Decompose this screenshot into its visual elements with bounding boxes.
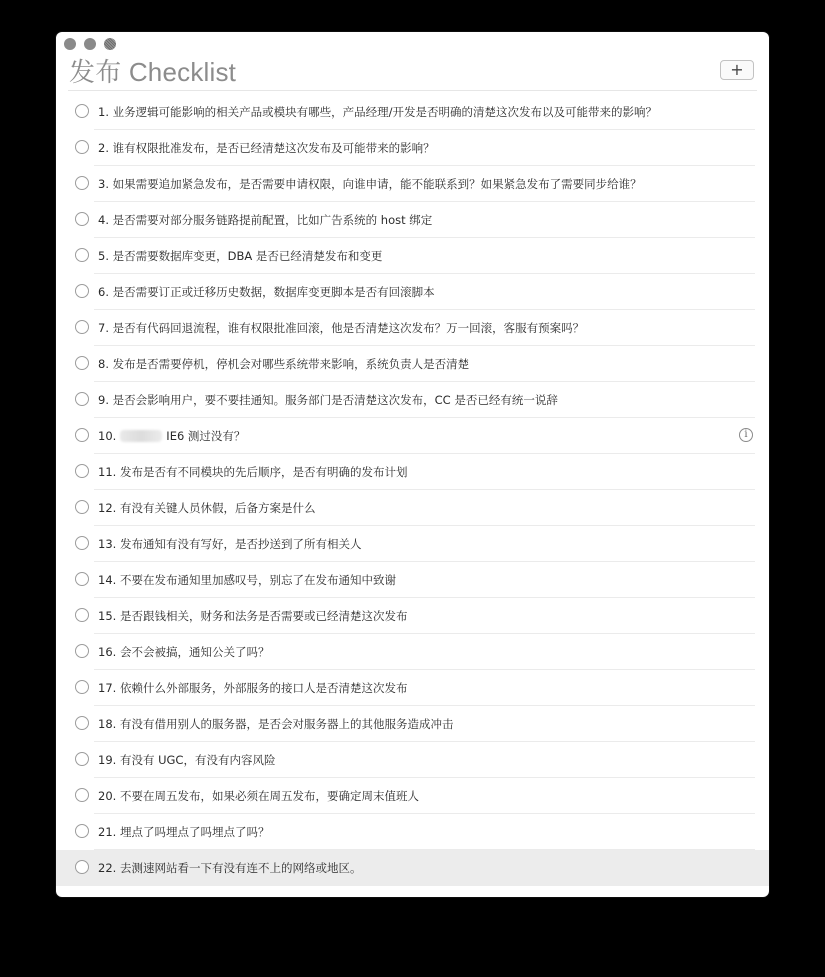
- circle-checkbox-icon[interactable]: [75, 500, 89, 514]
- circle-checkbox-icon[interactable]: [75, 752, 89, 766]
- checklist-item: [56, 346, 769, 382]
- checklist-item-text: 8. 发布是否需要停机，停机会对哪些系统带来影响，系统负责人是否清楚: [98, 357, 470, 371]
- checklist-item-text-rest: IE6 测过没有？: [166, 429, 246, 443]
- checklist-item: [56, 130, 769, 166]
- circle-checkbox-icon[interactable]: [75, 572, 89, 586]
- checklist-item: [56, 454, 769, 490]
- checklist: [56, 94, 769, 886]
- circle-checkbox-icon[interactable]: [75, 608, 89, 622]
- checklist-item-text: 15. 是否跟钱相关，财务和法务是否需要或已经清楚这次发布: [98, 609, 408, 623]
- checklist-item-text: [98, 428, 245, 444]
- circle-checkbox-icon[interactable]: [75, 860, 89, 874]
- window-title: 发布 Checklist: [69, 57, 237, 87]
- circle-checkbox-icon[interactable]: [75, 356, 89, 370]
- checklist-item-text: 22. 去测速网站看一下有没有连不上的网络或地区。: [98, 861, 362, 875]
- circle-checkbox-icon[interactable]: [75, 680, 89, 694]
- minimize-dot-icon[interactable]: [84, 38, 96, 50]
- checklist-item: [56, 238, 769, 274]
- checklist-item-text: 20. 不要在周五发布，如果必须在周五发布，要确定周末值班人: [98, 789, 419, 803]
- checklist-item-selected[interactable]: [56, 850, 769, 886]
- circle-checkbox-icon[interactable]: [75, 824, 89, 838]
- circle-checkbox-icon[interactable]: [75, 284, 89, 298]
- checklist-item-text: 7. 是否有代码回退流程，谁有权限批准回滚，他是否清楚这次发布？万一回滚，客服有预案吗？: [98, 321, 585, 335]
- checklist-item-text: 9. 是否会影响用户，要不要挂通知。服务部门是否清楚这次发布，CC 是否已经有统一说辞: [98, 393, 558, 407]
- checklist-item: [56, 310, 769, 346]
- checklist-item-text: 11. 发布是否有不同模块的先后顺序，是否有明确的发布计划: [98, 465, 408, 479]
- window-controls: [64, 38, 116, 50]
- checklist-item-number: 10.: [98, 429, 117, 443]
- checklist-item: [56, 202, 769, 238]
- checklist-item: [56, 778, 769, 814]
- checklist-item: [56, 634, 769, 670]
- checklist-item: [56, 562, 769, 598]
- circle-checkbox-icon[interactable]: [75, 320, 89, 334]
- circle-checkbox-icon[interactable]: [75, 248, 89, 262]
- circle-checkbox-icon[interactable]: [75, 212, 89, 226]
- circle-checkbox-icon[interactable]: [75, 644, 89, 658]
- circle-checkbox-icon[interactable]: [75, 536, 89, 550]
- checklist-item-text: 16. 会不会被搞，通知公关了吗？: [98, 645, 270, 659]
- close-dot-icon[interactable]: [64, 38, 76, 50]
- checklist-item: [56, 382, 769, 418]
- checklist-item: [56, 670, 769, 706]
- circle-checkbox-icon[interactable]: [75, 392, 89, 406]
- info-icon[interactable]: i: [739, 428, 753, 442]
- checklist-item-text: 6. 是否需要订正或迁移历史数据，数据库变更脚本是否有回滚脚本: [98, 285, 435, 299]
- checklist-item-text: 1. 业务逻辑可能影响的相关产品或模块有哪些，产品经理/开发是否明确的清楚这次发布以及可能带来的影响？: [98, 105, 657, 119]
- circle-checkbox-icon[interactable]: [75, 140, 89, 154]
- checklist-item: [56, 418, 769, 454]
- checklist-item: [56, 274, 769, 310]
- checklist-window: [56, 32, 769, 897]
- circle-checkbox-icon[interactable]: [75, 464, 89, 478]
- checklist-item-text: 21. 埋点了吗埋点了吗埋点了吗？: [98, 825, 270, 839]
- circle-checkbox-icon[interactable]: [75, 716, 89, 730]
- circle-checkbox-icon[interactable]: [75, 176, 89, 190]
- checklist-item-text: 4. 是否需要对部分服务链路提前配置，比如广告系统的 host 绑定: [98, 213, 433, 227]
- title-divider: [68, 90, 757, 91]
- checklist-item-text: 17. 依赖什么外部服务，外部服务的接口人是否清楚这次发布: [98, 681, 408, 695]
- circle-checkbox-icon[interactable]: [75, 788, 89, 802]
- checklist-item: [56, 526, 769, 562]
- circle-checkbox-icon[interactable]: [75, 104, 89, 118]
- checklist-item-text: 3. 如果需要追加紧急发布，是否需要申请权限，向谁申请，能不能联系到？如果紧急发布了需要同步给谁？: [98, 177, 642, 191]
- checklist-item: [56, 490, 769, 526]
- checklist-item: [56, 706, 769, 742]
- checklist-item-text: 5. 是否需要数据库变更，DBA 是否已经清楚发布和变更: [98, 249, 383, 263]
- checklist-item: [56, 94, 769, 130]
- checklist-item: [56, 166, 769, 202]
- checklist-item-text: 19. 有没有 UGC，有没有内容风险: [98, 753, 276, 767]
- circle-checkbox-icon[interactable]: [75, 428, 89, 442]
- checklist-item: [56, 742, 769, 778]
- checklist-item: [56, 814, 769, 850]
- zoom-dot-icon[interactable]: [104, 38, 116, 50]
- checklist-item: [56, 598, 769, 634]
- add-item-button[interactable]: +: [720, 60, 754, 80]
- checklist-item-text: 12. 有没有关键人员休假，后备方案是什么: [98, 501, 316, 515]
- redacted-text: [120, 430, 162, 442]
- checklist-item-text: 18. 有没有借用别人的服务器，是否会对服务器上的其他服务造成冲击: [98, 717, 454, 731]
- checklist-item-text: 13. 发布通知有没有写好，是否抄送到了所有相关人: [98, 537, 362, 551]
- checklist-item-text: 14. 不要在发布通知里加感叹号，别忘了在发布通知中致谢: [98, 573, 396, 587]
- checklist-item-text: 2. 谁有权限批准发布，是否已经清楚这次发布及可能带来的影响？: [98, 141, 435, 155]
